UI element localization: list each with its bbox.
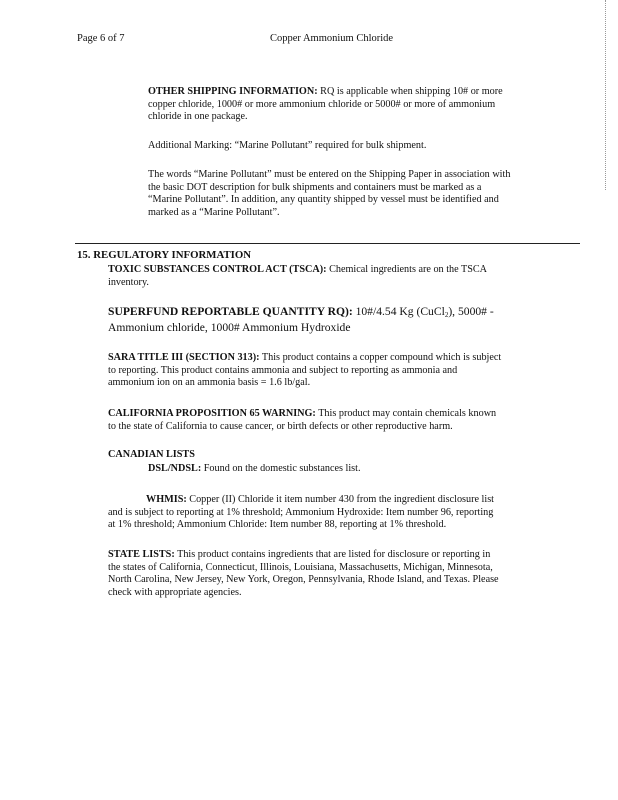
sara-paragraph: SARA TITLE III (SECTION 313): This product contains a copper compound which is subject to reporting. This product contains ammonia and subject to reporting as ammonia and ammonium ion on an ammonia basis = 1.6 lb/gal. bbox=[108, 352, 502, 389]
marine-pollutant-paragraph: The words “Marine Pollutant” must be entered on the Shipping Paper in association with the basic DOT description for bulk shipments and containers must be marked as a “Marine Pollutant”. In addition, any quantity shipped by vessel must be identified and marked as a “Marine Pollutant”. bbox=[148, 169, 511, 218]
whmis-label: WHMIS: bbox=[146, 494, 187, 505]
state-lists-label: STATE LISTS: bbox=[108, 549, 175, 560]
section-15-title: 15. REGULATORY INFORMATION bbox=[77, 249, 252, 261]
tsca-label: TOXIC SUBSTANCES CONTROL ACT (TSCA): bbox=[108, 264, 327, 275]
tsca-paragraph: TOXIC SUBSTANCES CONTROL ACT (TSCA): Chemical ingredients are on the TSCA inventory. bbox=[108, 264, 488, 288]
other-shipping-info: OTHER SHIPPING INFORMATION: RQ is applicable when shipping 10# or more copper chloride, 1000# or more ammonium chloride or 5000# or more of ammonium chloride in one package. bbox=[148, 86, 503, 123]
additional-marking: Additional Marking: “Marine Pollutant” required for bulk shipment. bbox=[148, 140, 427, 151]
california-prop65-paragraph: CALIFORNIA PROPOSITION 65 WARNING: This product may contain chemicals known to the state of California to cause cancer, or birth defects or other reproductive harm. bbox=[108, 408, 497, 432]
shipping-label: OTHER SHIPPING INFORMATION: bbox=[148, 86, 318, 97]
page-number: Page 6 of 7 bbox=[77, 33, 125, 44]
scan-edge-line bbox=[605, 0, 607, 190]
superfund-paragraph: SUPERFUND REPORTABLE QUANTITY RQ): 10#/4.54 Kg (CuCl$_2$), 5000# - Ammonium chloride, 1000# Ammonium Hydroxide bbox=[108, 305, 494, 334]
section-divider bbox=[75, 243, 580, 244]
sara-label: SARA TITLE III (SECTION 313): bbox=[108, 352, 260, 363]
canadian-lists-heading: CANADIAN LISTS bbox=[108, 449, 195, 460]
superfund-label: SUPERFUND REPORTABLE QUANTITY RQ): bbox=[108, 305, 353, 318]
california-label: CALIFORNIA PROPOSITION 65 WARNING: bbox=[108, 408, 316, 419]
state-lists-paragraph: STATE LISTS: This product contains ingredients that are listed for disclosure or reporting in the states of California, Connecticut, Illinois, Louisiana, Massachusetts, Michigan, Minnesota, North Carolina, New Jersey, New York, Oregon, Pennsylvania, Rhode Island, and Texas. Please check with appropriate agencies. bbox=[108, 549, 499, 598]
document-title: Copper Ammonium Chloride bbox=[270, 33, 394, 44]
whmis-paragraph: WHMIS: Copper (II) Chloride it item number 430 from the ingredient disclosure list and is subject to reporting at 1% threshold; Ammonium Hydroxide: Item number 96, reporting at 1% threshold; Ammonium Chloride: Item number 88, reporting at 1% threshold. bbox=[108, 494, 495, 531]
dsl-line: DSL/NDSL: Found on the domestic substances list. bbox=[148, 463, 361, 474]
